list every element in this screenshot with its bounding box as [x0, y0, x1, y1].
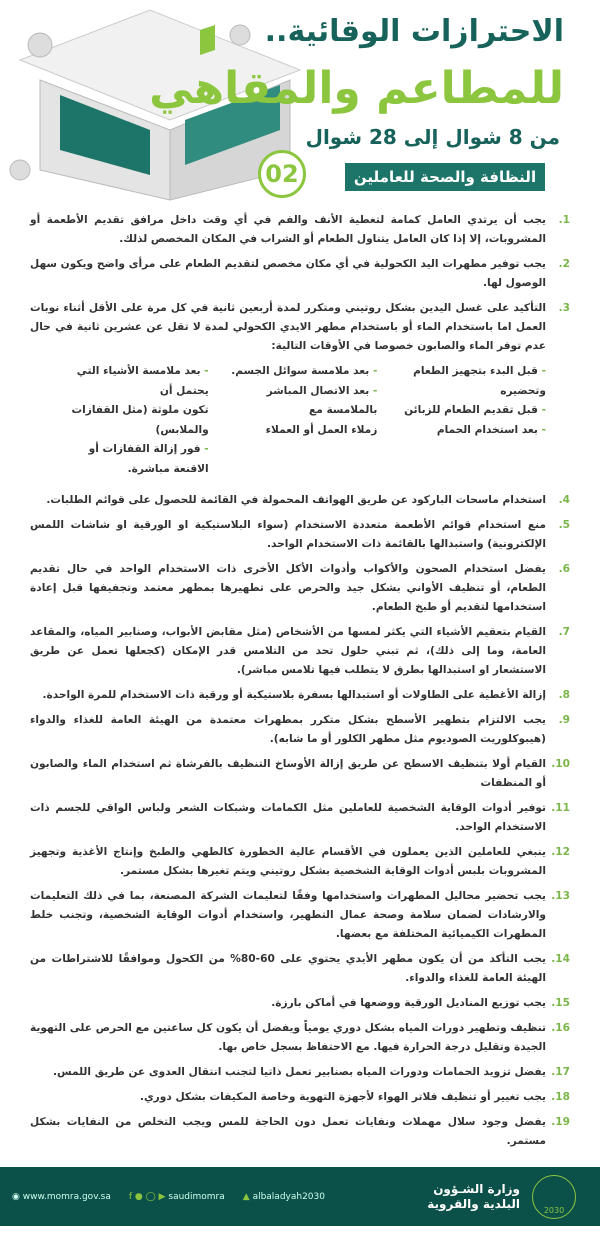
list-item [30, 1113, 570, 1151]
item-text: يجب تحضير محاليل المطهرات واستخدامها وفقًا لتعليمات الشركة المصنعة، بما في ذلك التعليمات والارشادات لضمان سلامة وصحة عمال التطهير، واستخدام أدوات الوقاية الشخصية، وتجنب خلط المطهرات الكيميائية المختلفة مع بعضها. [30, 890, 546, 940]
item-text: منع استخدام قوائم الأطعمة متعددة الاستخدام (سواء البلاستيكية او الورقية او شاشات اللمس الإلكترونية) واستبدالها بالقائمة ذات الاستخدام الواحد. [30, 519, 546, 550]
social-handle: saudimomra [168, 1191, 225, 1202]
item-number: 2. [558, 258, 570, 270]
item-text: يفضل تزويد الحمامات ودورات المياه بصنابير تعمل ذاتيا لتجنب انتقال العدوى عن طريق اللمس. [52, 1066, 546, 1078]
list-item [30, 491, 570, 510]
item-number: 18. [551, 1091, 570, 1103]
sub-item: - بعد ملامسة الأشياء التي يحتمل أن [50, 362, 209, 401]
list-item [30, 560, 570, 617]
ministry-logo [427, 1182, 520, 1212]
item-text: استخدام ماسحات الباركود عن طريق الهواتف المحمولة في القائمة للحصول على قوائم الطلبات. [46, 494, 546, 506]
item-text: توفير أدوات الوقاية الشخصية للعاملين مثل الكمامات وشبكات الشعر ولباس الواقي للجسم ذات الاستخدام الواحد. [30, 802, 546, 833]
item-text: يجب توزيع المناديل الورقية ووضعها في أماكن بارزة. [271, 997, 546, 1009]
item-text: يفضل استخدام الصحون والأكواب وأدوات الأكل الأخرى ذات الاستخدام الواحد في حال تقديم الطعام، أو تنظيف الأواني بشكل جيد والحرص على تطهيرها بمطهر معتمد وتجفيفها قبل إعادة استخدامها لتقديم أو طبخ الطعام. [30, 563, 546, 613]
emblem-year: 2030 [543, 1205, 565, 1215]
item-number: 3. [558, 302, 570, 314]
item-number: 8. [558, 689, 570, 701]
item-number: 12. [551, 846, 570, 858]
list-item [30, 799, 570, 837]
item-number: 1. [558, 214, 570, 226]
ministry-name-1: وزارة الشـؤون [433, 1181, 520, 1196]
item-text: إزالة الأغطية على الطاولات أو استبدالها بسفرة بلاستيكية أو ورقية ذات الاستخدام للمرة الواحدة. [42, 689, 546, 701]
item-text: يفضل وجود سلال مهملات ونفايات تعمل دون الحاجة للمس ويجب التخلص من النفايات بشكل مستمر. [30, 1116, 546, 1147]
item-text: تنظيف وتطهير دورات المياه بشكل دوري يومياً ويفضل أن يكون كل ساعتين مع الحرص على التهوية الجيدة وتقليل درجة الحرارة فيها. مع الاحتفاظ بسجل خاص بها. [30, 1022, 546, 1053]
item-number: 17. [551, 1066, 570, 1078]
list-item [30, 1088, 570, 1107]
item-number: 19. [551, 1116, 570, 1128]
section-title: النظافة والصحة للعاملين [345, 163, 545, 191]
item-text: يجب تغيير أو تنظيف فلاتر الهواء لأجهزة التهوية وخاصة المكيفات بشكل دوري. [139, 1091, 546, 1103]
social-icons: f ● ◯ ▶ [128, 1191, 166, 1202]
item-text: يجب الالتزام بتطهير الأسطح بشكل متكرر بمطهرات معتمدة من الهيئة العامة للغذاء والدواء (هيبوكلوريت الصوديوم مثل مطهر الكلور أو ما شابه). [30, 714, 546, 745]
footer [0, 1167, 600, 1226]
item-number: 13. [551, 890, 570, 902]
section-number-badge: 02 [258, 150, 306, 198]
item-number: 11. [551, 802, 570, 814]
snapchat-handle: albaladyah2030 [252, 1191, 325, 1202]
item-number: 7. [558, 626, 570, 638]
website-text: www.momra.gov.sa [22, 1191, 111, 1202]
rules-list [0, 205, 600, 1167]
footer-links [12, 1192, 325, 1202]
item-text: يجب التأكد من أن يكون مطهر الأيدي يحتوي على 60-80% من الكحول وموافقًا للاشتراطات من الهيئة العامة للغذاء والدواء. [30, 953, 546, 984]
sub-item: - بعد الاتصال المباشر بالملامسة مع [219, 382, 378, 421]
sub-item: - قبل تقديم الطعام للزبائن [387, 401, 546, 421]
social-links[interactable] [129, 1192, 225, 1202]
vision-2030-emblem [532, 1175, 576, 1219]
item-number: 9. [558, 714, 570, 726]
list-item [30, 623, 570, 680]
list-item [30, 887, 570, 944]
date-range: من 8 شوال إلى 28 شوال [305, 125, 560, 149]
page-title: الاحترازات الوقائية.. [264, 14, 564, 49]
sub-item: - بعد ملامسة سوائل الجسم. [219, 362, 378, 382]
ministry-name-2: البلدية والقروية [427, 1196, 520, 1211]
item-number: 6. [558, 563, 570, 575]
list-item [30, 299, 570, 356]
snapchat-link[interactable] [243, 1192, 325, 1202]
item-text: القيام أولا بتنظيف الاسطح عن طريق إزالة الأوساخ التنظيف بالفرشاة ثم استخدام الماء والصابون أو المنظفات [30, 758, 546, 789]
item-number: 14. [551, 953, 570, 965]
item-text: ينبغي للعاملين الذين يعملون في الأقسام عالية الخطورة كالطهي والطبخ وإنتاج الأغذية وتجهيز المشروبات بلبس أدوات الوقاية الشخصية بشكل روتيني ويتم تغيرها بشكل مستمر. [30, 846, 546, 877]
snapchat-icon: ▲ [242, 1191, 250, 1202]
sub-item: - قبل البدء بتجهيز الطعام وتحضيره [387, 362, 546, 401]
sub-item: - فور إزالة القفازات أو الاقنعة مباشرة. [50, 440, 209, 479]
sub-item: زملاء العمل أو العملاء [265, 423, 378, 436]
globe-icon: ◉ [12, 1191, 20, 1202]
header [0, 0, 600, 205]
item-number: 10. [551, 758, 570, 770]
list-item [30, 1063, 570, 1082]
sub-item: - بعد استخدام الحمام [387, 421, 546, 441]
list-item [30, 516, 570, 554]
item-text: يجب أن يرتدي العامل كمامة لتغطية الأنف والفم في أي وقت داخل مرافق تقديم الأطعمة أو المشروبات، إلا إذا كان العامل يتناول الطعام أو الشراب في المكان المخصص لذلك. [30, 214, 546, 245]
list-item [30, 211, 570, 249]
page-subtitle: للمطاعم والمقاهي [149, 63, 564, 114]
list-item [30, 843, 570, 881]
item-number: 15. [551, 997, 570, 1009]
item-number: 5. [558, 519, 570, 531]
list-item [30, 994, 570, 1013]
ministry-brand [427, 1175, 576, 1219]
item-number: 16. [551, 1022, 570, 1034]
list-item [30, 686, 570, 705]
item-text: القيام بتعقيم الأشياء التي يكثر لمسها من الأشخاص (مثل مقابض الأبواب، وصنابير المياه، والمقاعد العامة، وما إلى ذلك)، ثم تبني حلول تحد من التلامس قدر الإمكان (كجعلها تعمل عن طريق الاستشعار او استبدالها بطرق لا يتطلب فيها تلامس مباشر). [30, 626, 546, 676]
item-text: التأكيد على غسل اليدين بشكل روتيني ومتكرر لمدة أربعين ثانية في كل مرة على الأقل أثناء نوبات العمل اما باستخدام الماء أو باستخدام مطهر الايدي الكحولي لمدة لا تقل عن عشرين ثانية في حال عدم توفر الماء والصابون خصوصا في الأوقات التالية: [30, 302, 546, 352]
list-item [30, 711, 570, 749]
list-item [30, 255, 570, 293]
list-item [30, 755, 570, 793]
list-item [30, 950, 570, 988]
handwash-times-list [50, 362, 546, 479]
sub-item: تكون ملوثة (مثل القفازات والملابس) [71, 404, 209, 436]
item-text: يجب توفير مطهرات اليد الكحولية في أي مكان مخصص لتقديم الطعام على مرأى واضح ويكون سهل الوصول لها. [30, 258, 546, 289]
item-number: 4. [558, 494, 570, 506]
list-item [30, 1019, 570, 1057]
website-link[interactable] [12, 1192, 111, 1202]
